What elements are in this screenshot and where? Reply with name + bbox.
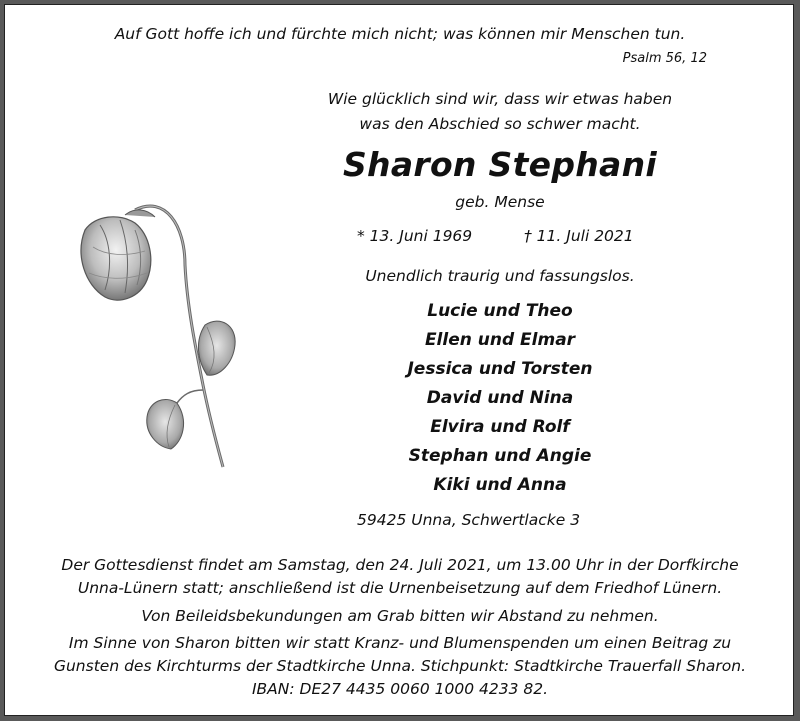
family-member: David und Nina	[426, 388, 574, 408]
obituary-card	[4, 4, 794, 716]
service-line-1: Der Gottesdienst findet am Samstag, den 24. Juli 2021, um 13.00 Uhr in der Dorfkirche	[61, 556, 739, 574]
rose-leaf	[198, 321, 235, 375]
death-date: † 11. Juli 2021	[524, 227, 634, 245]
rose-flower	[81, 210, 155, 300]
verse-reference: Psalm 56, 12	[622, 51, 707, 66]
wilted-rose-illustration	[65, 185, 245, 475]
family-member: Stephan und Angie	[408, 446, 592, 466]
memorial-quote	[285, 87, 715, 137]
grief-line: Unendlich traurig und fassungslos.	[365, 267, 635, 285]
family-member: Lucie und Theo	[427, 301, 573, 321]
rose-leaf	[147, 390, 203, 449]
family-member: Jessica und Torsten	[407, 359, 593, 379]
family-list	[285, 297, 715, 500]
family-member: Ellen und Elmar	[424, 330, 576, 350]
condolence-note: Von Beileidsbekundungen am Grab bitten wir Abstand zu nehmen.	[141, 607, 659, 625]
birth-name: geb. Mense	[455, 193, 545, 211]
donation-line-3: IBAN: DE27 4435 0060 1000 4233 82.	[251, 680, 549, 698]
deceased-name: Sharon Stephani	[342, 145, 658, 184]
donation-line-1: Im Sinne von Sharon bitten wir statt Kranz- und Blumenspenden um einen Beitrag zu	[68, 634, 732, 652]
birth-date: * 13. Juni 1969	[357, 227, 473, 245]
address: 59425 Unna, Schwertlacke 3	[357, 511, 581, 529]
service-info	[5, 554, 795, 600]
donation-line-2: Gunsten des Kirchturms der Stadtkirche Unna. Stichpunkt: Stadtkirche Trauerfall Sharon.	[53, 657, 747, 675]
quote-line-1: Wie glücklich sind wir, dass wir etwas haben	[327, 90, 673, 108]
family-member: Elvira und Rolf	[430, 417, 570, 437]
family-member: Kiki und Anna	[433, 475, 567, 495]
donation-info	[5, 632, 795, 701]
bible-verse: Auf Gott hoffe ich und fürchte mich nicht; was können mir Menschen tun.	[114, 25, 686, 43]
quote-line-2: was den Abschied so schwer macht.	[359, 115, 641, 133]
service-line-2: Unna-Lünern statt; anschließend ist die Urnenbeisetzung auf dem Friedhof Lünern.	[77, 579, 723, 597]
